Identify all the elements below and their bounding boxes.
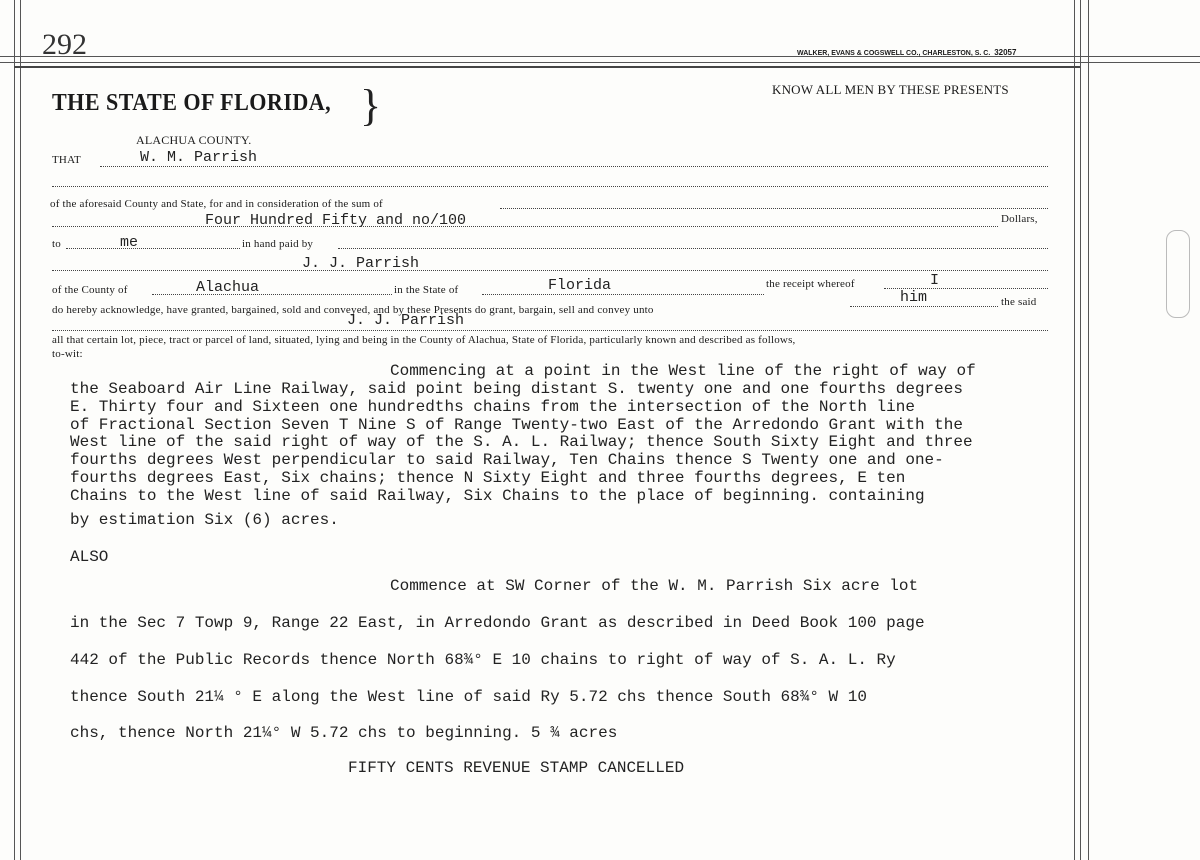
second-parcel-line: 442 of the Public Records thence North 68¾° E 10 chains to right of way of S. A. L. Ry (70, 651, 896, 669)
acknowledge-text: do hereby acknowledge, have granted, bargained, sold and conveyed, and by these Presents do grant, bargain, sell and convey unto (52, 304, 654, 316)
payer-name: J. J. Parrish (302, 255, 420, 272)
second-parcel-line: thence South 21¼ ° E along the West line of said Ry 5.72 chs thence South 68¾° W 10 (70, 688, 867, 706)
margin-rule (14, 0, 15, 860)
description-line: the Seaboard Air Line Railway, said point being distant S. twenty one and one fourths degrees (70, 380, 963, 398)
paid-to: me (120, 234, 139, 251)
description-line: fourths degrees East, Six chains; thence N Sixty Eight and three fourths degrees, E ten (70, 469, 906, 487)
state-value: Florida (548, 277, 612, 294)
that-label: THAT (52, 154, 81, 166)
description-line: Chains to the West line of said Railway, Six Chains to the place of beginning. containing (70, 487, 925, 505)
page-number: 292 (42, 28, 87, 61)
description-line: E. Thirty four and Sixteen one hundredths chains from the intersection of the North line (70, 398, 915, 416)
second-parcel-line: Commence at SW Corner of the W. M. Parrish Six acre lot (390, 577, 919, 595)
consideration-amount: Four Hundred Fifty and no/100 (205, 212, 467, 229)
description-line: West line of the said right of way of the S. A. L. Railway; thence South Sixty Eight and three (70, 433, 973, 451)
fill-line (152, 294, 392, 295)
dollars-label: Dollars, (1001, 213, 1038, 225)
description-line: Commencing at a point in the West line of the right of way of (390, 362, 976, 380)
fill-line (66, 248, 240, 249)
binding-clip-icon (1166, 230, 1190, 318)
fill-line (52, 186, 1048, 187)
description-line: by estimation Six (6) acres. (70, 511, 339, 529)
second-parcel-line: chs, thence North 21¼° W 5.72 chs to beginning. 5 ¾ acres (70, 724, 618, 742)
fill-line (850, 306, 998, 307)
county-heading: ALACHUA COUNTY. (136, 133, 252, 147)
fill-line (52, 226, 998, 227)
receipt-by: I (930, 272, 940, 289)
in-hand-paid-label: in hand paid by (242, 238, 314, 250)
grantor-name: W. M. Parrish (140, 149, 258, 166)
consideration-text: of the aforesaid County and State, for and in consideration of the sum of (50, 198, 383, 210)
county-of-label: of the County of (52, 284, 128, 296)
printer-name: WALKER, EVANS & COGSWELL CO., CHARLESTON, S. C. (797, 50, 991, 57)
lot-text: all that certain lot, piece, tract or parcel of land, situated, lying and being in the County of Alachua, State of Florida, particularly known and described as follows, (52, 334, 796, 346)
state-of-label: in the State of (394, 284, 459, 296)
receipt-label: the receipt whereof (766, 278, 855, 290)
header-rule (0, 62, 1200, 63)
county-value: Alachua (196, 279, 260, 296)
fill-line (52, 270, 1048, 271)
header-rule (14, 66, 1080, 68)
the-said-label: the said (1001, 296, 1037, 308)
description-line: fourths degrees West perpendicular to said Railway, Ten Chains thence S Twenty one and one- (70, 451, 944, 469)
fill-line (338, 248, 1048, 249)
revenue-stamp-note: FIFTY CENTS REVENUE STAMP CANCELLED (348, 759, 685, 777)
preamble: KNOW ALL MEN BY THESE PRESENTS (772, 82, 1009, 97)
fill-line (500, 208, 1048, 209)
grantee-pronoun: him (900, 289, 928, 306)
state-heading: THE STATE OF FLORIDA, (52, 90, 332, 116)
fill-line (482, 294, 764, 295)
margin-rule (20, 0, 21, 860)
margin-rule (1074, 0, 1075, 860)
margin-rule (1080, 0, 1081, 860)
description-line: of Fractional Section Seven T Nine S of Range Twenty-two East of the Arredondo Grant with the (70, 416, 963, 434)
form-number: 32057 (994, 48, 1017, 57)
margin-rule (1088, 0, 1089, 860)
to-wit: to-wit: (52, 348, 83, 360)
fill-line (52, 330, 1048, 331)
to-label: to (52, 238, 61, 250)
printer-imprint (797, 48, 1016, 57)
also-label: ALSO (70, 548, 109, 566)
grantee-name: J. J. Parrish (347, 312, 465, 329)
second-parcel-line: in the Sec 7 Towp 9, Range 22 East, in Arredondo Grant as described in Deed Book 100 page (70, 614, 925, 632)
fill-line (100, 166, 1048, 167)
brace: } (360, 81, 382, 130)
header-rule (0, 56, 1200, 57)
